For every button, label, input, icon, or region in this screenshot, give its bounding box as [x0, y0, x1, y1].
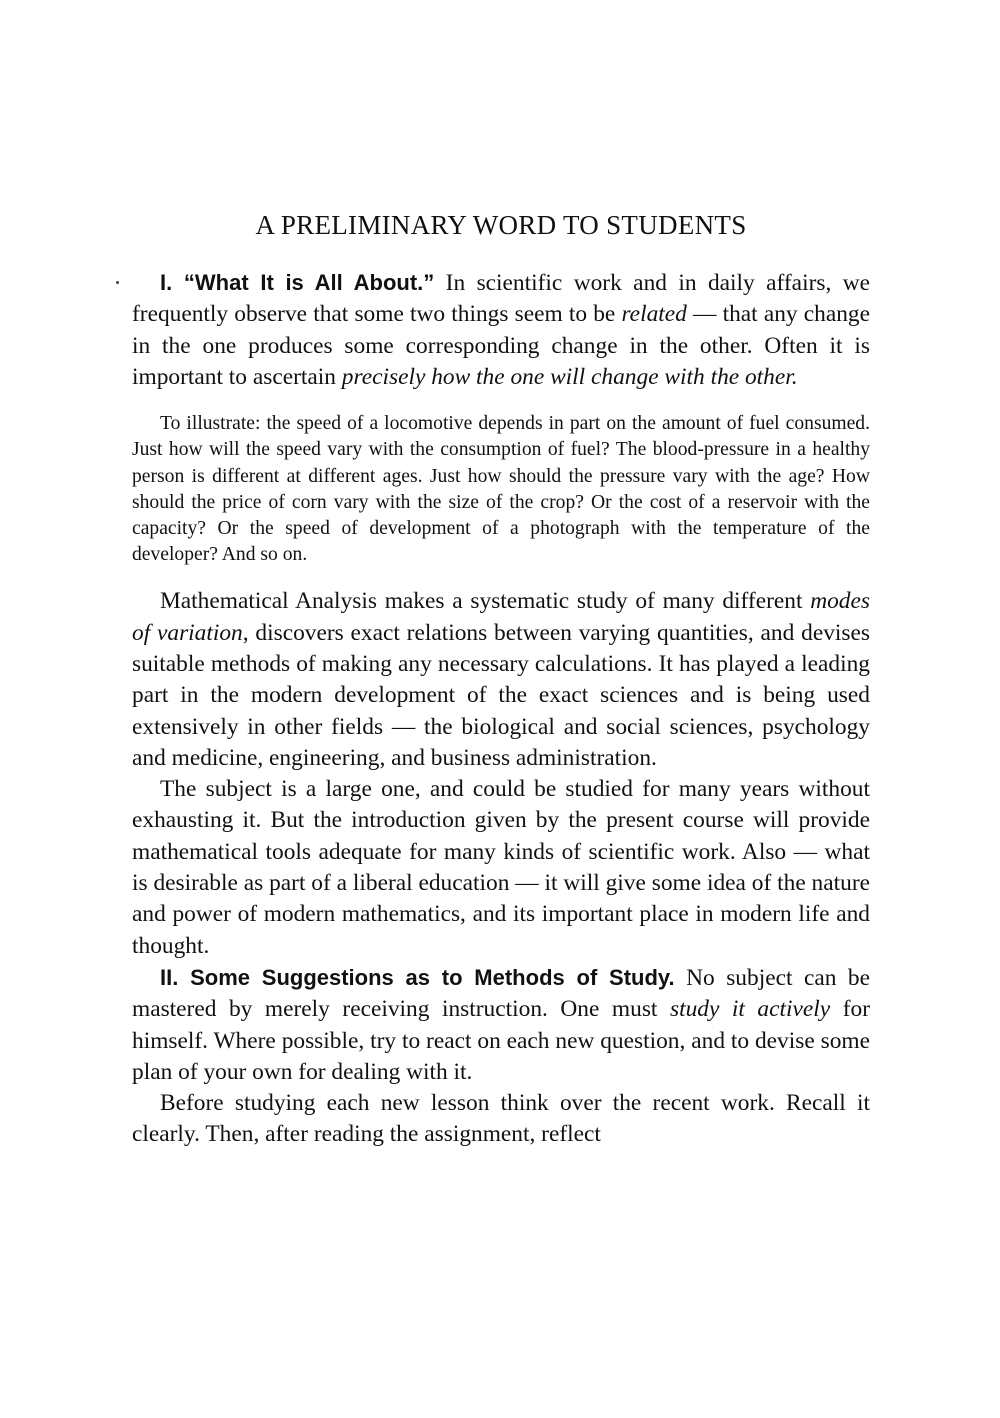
section2-heading: II. Some Suggestions as to Methods of Study.	[160, 964, 675, 990]
text-run: No subject can be mastered by merely receiving instruction. One must	[132, 964, 870, 1023]
text-run: — that any change in the one produces some corresponding change in the other. Often it is important to ascertain	[132, 301, 870, 390]
text-run: , discovers exact relations between varying quantities, and devises suitable methods of making any necessary calculations. It has played a leading part in the modern development of the exact sciences and is being used extensively in other fields — the biological and social sciences, psychology and medicine, engineering, and business administration.	[132, 619, 870, 771]
page-title: A PRELIMINARY WORD TO STUDENTS	[255, 210, 747, 240]
margin-dot	[116, 281, 119, 284]
text-run: Mathematical Analysis makes a systematic study of many different	[160, 588, 811, 615]
emphasis-precisely: precisely how the one will change with the other.	[341, 363, 798, 390]
section2-paragraph-2: Before studying each new lesson think over the recent work. Recall it clearly. Then, after reading the assignment, reflect	[132, 1090, 870, 1148]
section1-paragraph-3: The subject is a large one, and could be studied for many years without exhausting it. But the introduction given by the present course will provide mathematical tools adequate for many kinds of scientific work. Also — what is desirable as part of a liberal education — it will give some idea of the nature and power of modern mathematics, and its important place in modern life and thought.	[132, 776, 870, 959]
emphasis-related: related	[621, 301, 687, 328]
illustration-paragraph: To illustrate: the speed of a locomotive depends in part on the amount of fuel consumed. Just how will the speed vary with the consumption of fuel? The blood-pressure in a healthy person is different at different ages. Just how should the pressure vary with the age? How should the price of corn vary with the size of the crop? Or the cost of a reservoir with the capacity? Or the speed of development of a photograph with the temperature of the developer? And so on.	[132, 413, 870, 566]
emphasis-study-actively: study it actively	[669, 996, 831, 1023]
section2-paragraph-1	[132, 962, 870, 1088]
emphasis-modes-of-variation: modes of variation	[132, 588, 870, 646]
text-run: In scientific work and in daily affairs, we frequently observe that some two things seem to be	[132, 270, 870, 328]
text-run: for himself. Where possible, try to react on each new question, and to devise some plan of your own for dealing with it.	[132, 996, 870, 1085]
section1-paragraph-1	[132, 267, 870, 393]
section1-paragraph-2	[132, 586, 870, 774]
page	[132, 205, 870, 1151]
section1-heading: I. “What It is All About.”	[160, 270, 435, 295]
